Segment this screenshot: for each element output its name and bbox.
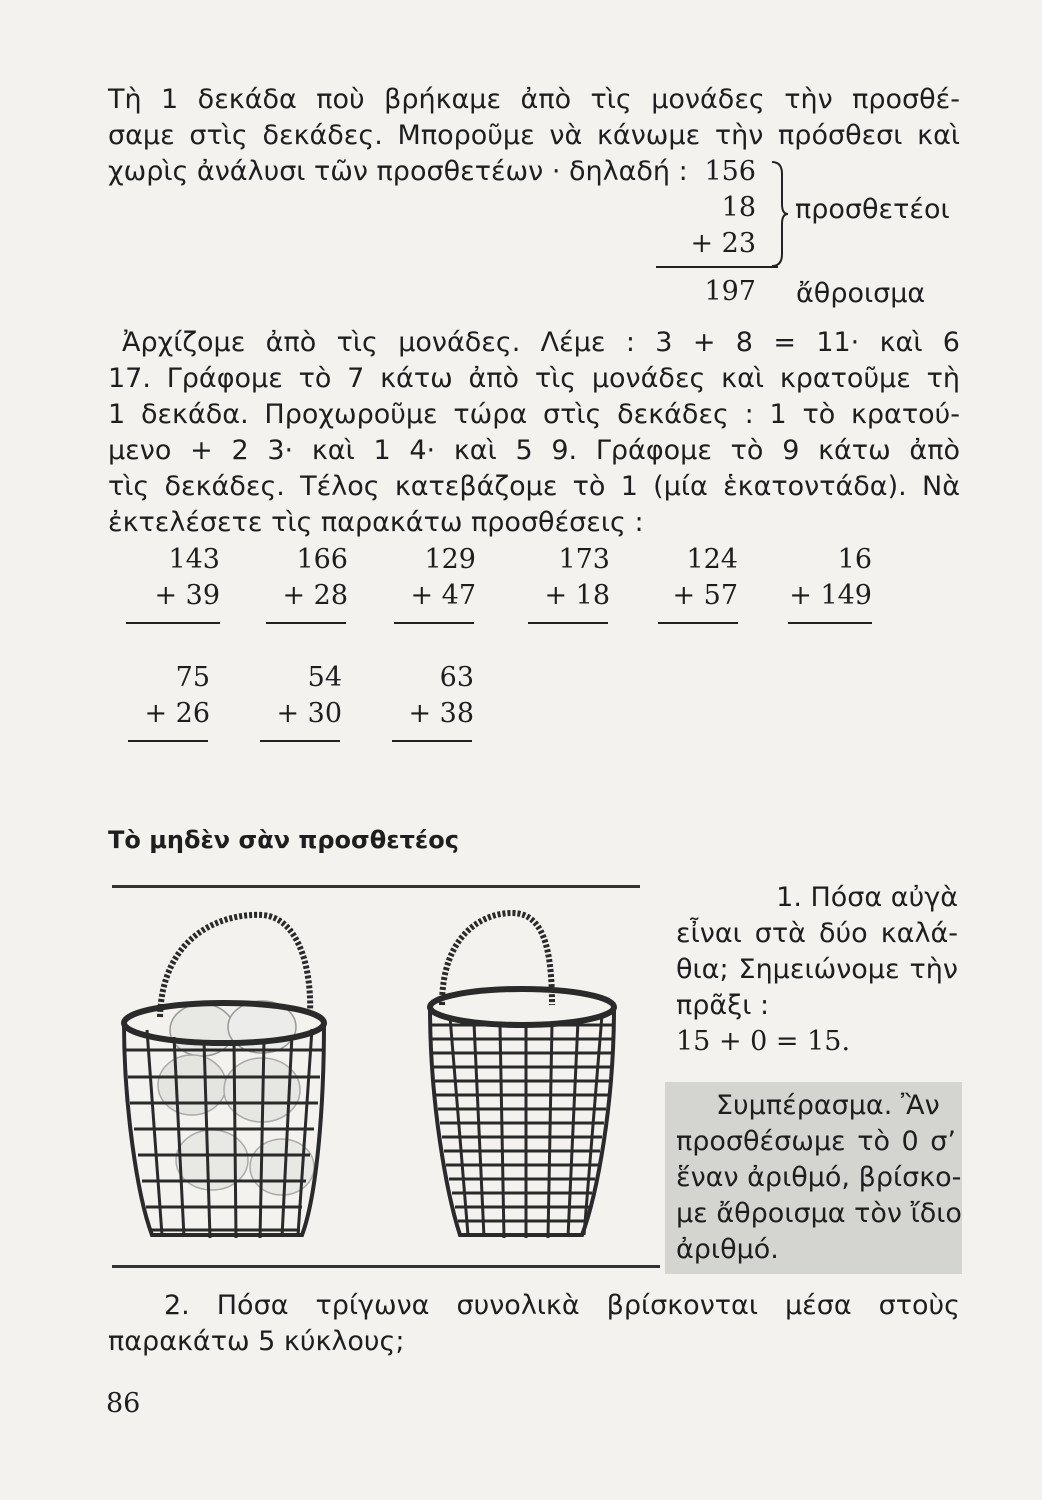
addends-brace: [770, 160, 790, 268]
question-2: [108, 1288, 960, 1360]
exercise-3-top: 129: [424, 544, 476, 575]
exercise-2-rule: [266, 622, 346, 624]
exercise-7-bottom: + 26: [144, 698, 210, 729]
bottom-divider: [112, 1265, 660, 1268]
exercise-8-bottom: + 30: [276, 698, 342, 729]
conclusion-text: [676, 1088, 962, 1268]
example-operand-3: + 23: [690, 228, 756, 259]
exercise-1-rule: [126, 622, 220, 624]
exercise-8-rule: [260, 740, 340, 742]
example-sum-rule: [656, 266, 778, 268]
addends-label: προσθετέοι: [795, 194, 950, 225]
conclusion-line-1: Συμπέρασμα. Ἂν: [716, 1090, 940, 1121]
exercise-6-top: 16: [837, 544, 872, 575]
exercise-2-top: 166: [296, 544, 348, 575]
exercise-4-rule: [528, 622, 608, 624]
exercise-1-bottom: + 39: [154, 580, 220, 611]
example-operand-2: 18: [721, 192, 756, 223]
intro-line-1: Τὴ 1 δεκάδα ποὺ βρήκαμε ἀπὸ τὶς μονάδες τὴν προσθέ-: [108, 84, 960, 115]
explanation-line-2: 17. Γράφομε τὸ 7 κάτω ἀπὸ τὶς μονάδες καὶ κρατοῦμε τὴ: [108, 363, 960, 394]
question-1-line-4: πρᾶξι :: [676, 990, 770, 1021]
empty-basket: [430, 913, 614, 1238]
exercise-5-bottom: + 57: [672, 580, 738, 611]
conclusion-line-4: με ἄθροισμα τὸν ἴδιο: [676, 1198, 962, 1229]
page-number: 86: [106, 1388, 141, 1419]
question-1: [676, 880, 958, 1060]
baskets-illustration: [112, 905, 642, 1255]
question-1-line-5: 15 + 0 = 15.: [676, 1026, 851, 1057]
question-2-line-2: παρακάτω 5 κύκλους;: [108, 1326, 405, 1357]
exercise-1-top: 143: [168, 544, 220, 575]
explanation-paragraph: [108, 325, 960, 541]
exercise-2-bottom: + 28: [282, 580, 348, 611]
example-operand-1: 156: [704, 156, 756, 187]
exercise-5-rule: [658, 622, 738, 624]
explanation-line-1: Ἀρχίζομε ἀπὸ τὶς μονάδες. Λέμε : 3 + 8 = 11· καὶ 6: [122, 327, 960, 358]
exercise-4-top: 173: [558, 544, 610, 575]
exercise-3-bottom: + 47: [410, 580, 476, 611]
question-1-line-2: εἶναι στὰ δύο καλά-: [676, 918, 958, 949]
example-operands: [636, 154, 756, 262]
conclusion-line-3: ἕναν ἀριθμό, βρίσκο-: [676, 1162, 962, 1193]
conclusion-line-5: ἀριθμό.: [676, 1234, 779, 1265]
exercise-4-bottom: + 18: [544, 580, 610, 611]
exercise-7-top: 75: [175, 662, 210, 693]
section-heading: Τὸ μηδὲν σὰν προσθετέος: [108, 826, 459, 854]
sum-label: ἄθροισμα: [796, 278, 926, 309]
intro-line-3: χωρὶς ἀνάλυσι τῶν προσθετέων · δηλαδή :: [108, 156, 688, 187]
exercise-3-rule: [394, 622, 474, 624]
explanation-line-6: ἐκτελέσετε τὶς παρακάτω προσθέσεις :: [108, 507, 644, 538]
top-divider: [112, 885, 640, 888]
exercise-9-top: 63: [439, 662, 474, 693]
example-result: 197: [704, 276, 756, 307]
question-1-line-3: θια; Σημειώνομε τὴν: [676, 954, 958, 985]
question-1-line-1: 1. Πόσα αὐγὰ: [776, 882, 958, 913]
exercise-8-top: 54: [307, 662, 342, 693]
basket-with-eggs: [124, 915, 324, 1238]
intro-line-2: σαμε στὶς δεκάδες. Μποροῦμε νὰ κάνωμε τὴν πρόσθεσι καὶ: [108, 120, 960, 151]
exercise-5-top: 124: [686, 544, 738, 575]
explanation-line-3: 1 δεκάδα. Προχωροῦμε τώρα στὶς δεκάδες : 1 τὸ κρατού-: [108, 399, 960, 430]
explanation-line-4: μενο + 2 3· καὶ 1 4· καὶ 5 9. Γράφομε τὸ 9 κάτω ἀπὸ: [108, 435, 960, 466]
explanation-line-5: τὶς δεκάδες. Τέλος κατεβάζομε τὸ 1 (μία ἑκατοντάδα). Νὰ: [108, 471, 960, 502]
exercise-9-rule: [392, 740, 472, 742]
exercise-6-bottom: + 149: [789, 580, 872, 611]
exercise-7-rule: [128, 740, 208, 742]
exercise-6-rule: [788, 622, 872, 624]
conclusion-line-2: προσθέσωμε τὸ 0 σ’: [676, 1126, 956, 1157]
question-2-line-1: 2. Πόσα τρίγωνα συνολικὰ βρίσκονται μέσα στοὺς: [164, 1290, 960, 1321]
exercise-9-bottom: + 38: [408, 698, 474, 729]
intro-paragraph: [108, 82, 960, 190]
